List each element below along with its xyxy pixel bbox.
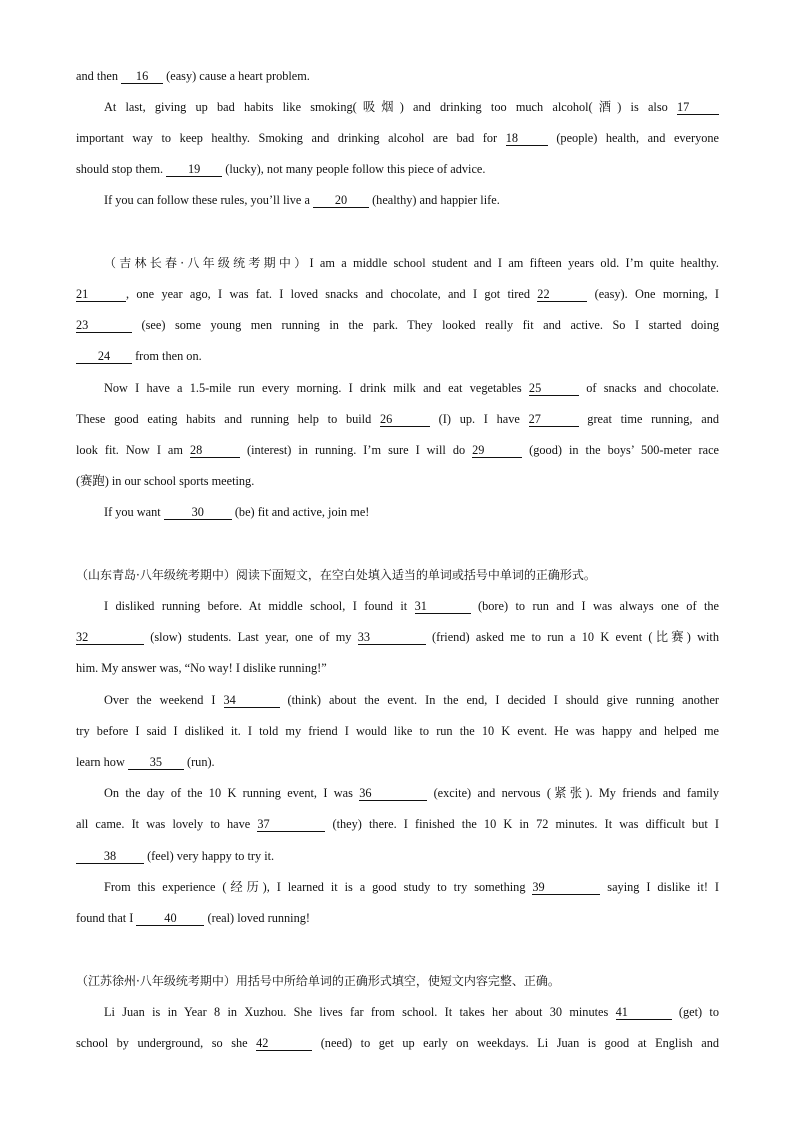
answer-blank[interactable]: 38: [76, 849, 144, 864]
text-line: [76, 284, 719, 304]
text: found that I: [76, 911, 137, 925]
text: and then: [76, 69, 122, 83]
text: At last, giving up bad habits like smoking(吸烟) and drinking too much alcohol(酒) is also: [104, 100, 677, 114]
answer-blank[interactable]: 23: [76, 318, 132, 333]
answer-blank[interactable]: 24: [76, 349, 132, 364]
text: These good eating habits and running help to build: [76, 412, 380, 426]
text: learn how: [76, 755, 128, 769]
text: (excite) and nervous (紧张). My friends and family: [427, 786, 719, 800]
text: all came. It was lovely to have: [76, 817, 258, 831]
text: (friend) asked me to run a 10 K event (比赛) with: [425, 630, 719, 644]
text-line: [76, 658, 719, 678]
text: school by underground, so she: [76, 1036, 257, 1050]
text: Li Juan is in Year 8 in Xuzhou. She lives far from school. It takes her about 30 minutes: [104, 1005, 616, 1019]
text-line: [104, 877, 719, 897]
text: (real) loved running!: [204, 911, 310, 925]
text: (see) some young men running in the park. They looked really fit and active. So I started doing: [132, 318, 719, 332]
answer-blank[interactable]: 28: [190, 443, 240, 458]
text: On the day of the 10 K running event, I was: [104, 786, 360, 800]
text: If you can follow these rules, you’ll live a: [104, 193, 313, 207]
passage-source: （江苏徐州·八年级统考期中）用括号中所给单词的正确形式填空，使短文内容完整、正确。: [76, 974, 560, 988]
text: Now I have a 1.5-mile run every morning. I drink milk and eat vegetables: [104, 381, 529, 395]
text-line: [76, 159, 719, 179]
text: look fit. Now I am: [76, 443, 190, 457]
answer-blank[interactable]: 16: [121, 69, 163, 84]
answer-blank[interactable]: 29: [472, 443, 522, 458]
text: (lucky), not many people follow this piece of advice.: [222, 162, 486, 176]
answer-blank[interactable]: 33: [358, 630, 426, 645]
answer-blank[interactable]: 18: [506, 131, 548, 146]
text: (think) about the event. In the end, I decided I should give running another: [279, 693, 719, 707]
text: Over the weekend I: [104, 693, 224, 707]
text-line: [76, 346, 719, 366]
text: (赛跑) in our school sports meeting.: [76, 474, 255, 488]
text: try before I said I disliked it. I told my friend I would like to run the 10 K event. He was happy and helped me: [76, 724, 719, 738]
text-line: [104, 97, 719, 117]
text-line: [76, 908, 719, 928]
text: of snacks and chocolate.: [578, 381, 719, 395]
text: him. My answer was, “No way! I dislike running!”: [76, 661, 327, 675]
text-line: [76, 721, 719, 741]
passage-source: （山东青岛·八年级统考期中）阅读下面短文，在空白处填入适当的单词或括号中单词的正确形式。: [76, 568, 596, 582]
answer-blank[interactable]: 22: [537, 287, 587, 302]
answer-blank[interactable]: 39: [532, 880, 600, 895]
text: (need) to get up early on weekdays. Li Juan is good at English and: [312, 1036, 719, 1050]
answer-blank[interactable]: 32: [76, 630, 144, 645]
text: I am a middle school student and I am fifteen years old. I’m quite healthy.: [309, 256, 719, 270]
text-line: [76, 409, 719, 429]
text: (feel) very happy to try it.: [144, 849, 275, 863]
answer-blank[interactable]: 40: [136, 911, 204, 926]
text: (be) fit and active, join me!: [231, 505, 370, 519]
answer-blank[interactable]: 41: [616, 1005, 672, 1020]
text-line: [76, 315, 719, 335]
answer-blank[interactable]: 27: [529, 412, 579, 427]
text: (interest) in running. I’m sure I will do: [239, 443, 473, 457]
answer-blank[interactable]: 31: [415, 599, 471, 614]
text-line: [76, 814, 719, 834]
text: , one year ago, I was fat. I loved snacks and chocolate, and I got tired: [126, 287, 538, 301]
text-line: [76, 752, 719, 772]
text-line: [104, 253, 719, 273]
text-line: [104, 596, 719, 616]
text: important way to keep healthy. Smoking and drinking alcohol are bad for: [76, 131, 506, 145]
text: From this experience (经历), I learned it is a good study to try something: [104, 880, 533, 894]
text-line: [104, 690, 719, 710]
text: should stop them.: [76, 162, 167, 176]
text-line: [104, 378, 719, 398]
text: (get) to: [671, 1005, 719, 1019]
text: If you want: [104, 505, 164, 519]
text: (run).: [183, 755, 215, 769]
text: (I) up. I have: [429, 412, 529, 426]
text: from then on.: [132, 349, 202, 363]
text: (slow) students. Last year, one of my: [144, 630, 358, 644]
text-line: [76, 971, 719, 991]
answer-blank[interactable]: 25: [529, 381, 579, 396]
text-line: [76, 846, 719, 866]
text: great time running, and: [578, 412, 719, 426]
text: (they) there. I finished the 10 K in 72 minutes. It was difficult but I: [325, 817, 719, 831]
text: (good) in the boys’ 500-meter race: [522, 443, 719, 457]
answer-blank[interactable]: 20: [313, 193, 369, 208]
answer-blank[interactable]: 42: [256, 1036, 312, 1051]
text-line: [76, 128, 719, 148]
text-line: [104, 783, 719, 803]
answer-blank[interactable]: 30: [164, 505, 232, 520]
text: (easy). One morning, I: [587, 287, 719, 301]
text-line: [76, 440, 719, 460]
text-line: [76, 565, 719, 585]
text: saying I dislike it! I: [600, 880, 719, 894]
text-line: [76, 627, 719, 647]
text: (people) health, and everyone: [547, 131, 719, 145]
answer-blank[interactable]: 36: [359, 786, 427, 801]
text: (easy) cause a heart problem.: [163, 69, 310, 83]
text-line: [104, 502, 719, 522]
answer-blank[interactable]: 34: [224, 693, 280, 708]
answer-blank[interactable]: 35: [128, 755, 184, 770]
text: (bore) to run and I was always one of the: [470, 599, 719, 613]
answer-blank[interactable]: 21: [76, 287, 126, 302]
answer-blank[interactable]: 17: [677, 100, 719, 115]
text: I disliked running before. At middle school, I found it: [104, 599, 415, 613]
text-line: [76, 471, 719, 491]
text-line: [76, 66, 719, 86]
text-line: [104, 1002, 719, 1022]
text-line: [76, 1033, 719, 1053]
text: (healthy) and happier life.: [369, 193, 500, 207]
answer-blank[interactable]: 37: [257, 817, 325, 832]
answer-blank[interactable]: 19: [166, 162, 222, 177]
answer-blank[interactable]: 26: [380, 412, 430, 427]
passage-source: （吉林长春·八年级统考期中）: [104, 256, 310, 270]
text-line: [104, 190, 719, 210]
